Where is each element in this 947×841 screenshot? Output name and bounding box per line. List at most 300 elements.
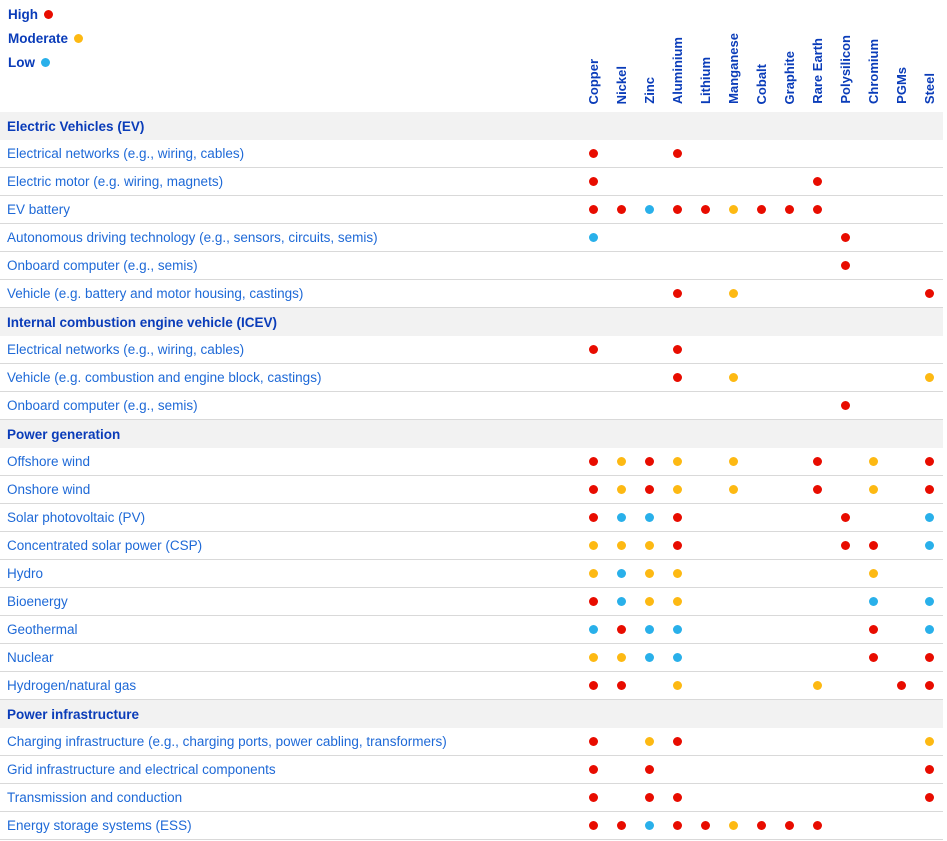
matrix-cell-steel bbox=[915, 728, 943, 755]
matrix-cell-aluminium bbox=[663, 280, 691, 307]
matrix-cell-copper bbox=[579, 756, 607, 783]
table-row-transmission-and-conduction bbox=[0, 784, 943, 812]
moderate-intensity-dot bbox=[729, 457, 738, 466]
matrix-cell-copper bbox=[579, 392, 607, 419]
matrix-cell-chromium bbox=[859, 812, 887, 839]
matrix-cell-cobalt bbox=[747, 504, 775, 531]
matrix-cell-nickel bbox=[607, 280, 635, 307]
high-intensity-dot bbox=[925, 765, 934, 774]
table-row-vehicle-e-g-battery-and-motor-housing-castings bbox=[0, 280, 943, 308]
low-intensity-dot bbox=[673, 625, 682, 634]
moderate-intensity-dot bbox=[925, 737, 934, 746]
matrix-cell-polysilicon bbox=[831, 196, 859, 223]
matrix-cell-graphite bbox=[775, 280, 803, 307]
matrix-cell-nickel bbox=[607, 364, 635, 391]
matrix-cell-zinc bbox=[635, 252, 663, 279]
high-intensity-dot bbox=[673, 541, 682, 550]
moderate-intensity-dot bbox=[925, 373, 934, 382]
moderate-intensity-dot bbox=[673, 457, 682, 466]
matrix-cell-nickel bbox=[607, 588, 635, 615]
matrix-cell-manganese bbox=[719, 392, 747, 419]
column-header-label: Chromium bbox=[865, 39, 881, 104]
high-intensity-dot bbox=[589, 149, 598, 158]
legend-label-moderate: Moderate bbox=[8, 30, 69, 46]
row-label: Offshore wind bbox=[7, 454, 91, 469]
matrix-cell-pgms bbox=[887, 252, 915, 279]
matrix-cell-cobalt bbox=[747, 392, 775, 419]
high-intensity-dot bbox=[813, 457, 822, 466]
high-intensity-dot bbox=[841, 261, 850, 270]
high-intensity-dot bbox=[673, 793, 682, 802]
high-intensity-dot bbox=[925, 485, 934, 494]
moderate-intensity-dot bbox=[729, 205, 738, 214]
matrix-cell-lithium bbox=[691, 644, 719, 671]
matrix-cell-zinc bbox=[635, 504, 663, 531]
matrix-cell-polysilicon bbox=[831, 504, 859, 531]
matrix-cell-aluminium bbox=[663, 560, 691, 587]
matrix-cell-chromium bbox=[859, 784, 887, 811]
moderate-intensity-dot bbox=[645, 737, 654, 746]
high-intensity-dot bbox=[813, 821, 822, 830]
matrix-cell-copper bbox=[579, 252, 607, 279]
matrix-cell-polysilicon bbox=[831, 364, 859, 391]
high-intensity-dot bbox=[869, 625, 878, 634]
matrix-cell-manganese bbox=[719, 812, 747, 839]
high-intensity-dot bbox=[673, 821, 682, 830]
column-header-label: Cobalt bbox=[753, 63, 769, 104]
matrix-cell-steel bbox=[915, 336, 943, 363]
matrix-cell-cobalt bbox=[747, 224, 775, 251]
table-row-onboard-computer-e-g-semis bbox=[0, 392, 943, 420]
high-intensity-dot bbox=[897, 681, 906, 690]
matrix-cell-pgms bbox=[887, 672, 915, 699]
matrix-cell-polysilicon bbox=[831, 756, 859, 783]
matrix-cell-aluminium bbox=[663, 196, 691, 223]
column-header-chromium bbox=[859, 0, 887, 112]
matrix-cell-rare-earth bbox=[803, 392, 831, 419]
table-row-grid-infrastructure-and-electrical-components bbox=[0, 756, 943, 784]
matrix-cell-polysilicon bbox=[831, 476, 859, 503]
matrix-cell-copper bbox=[579, 616, 607, 643]
matrix-cell-cobalt bbox=[747, 672, 775, 699]
matrix-cell-graphite bbox=[775, 140, 803, 167]
table-row-electrical-networks-e-g-wiring-cables bbox=[0, 140, 943, 168]
column-header-graphite bbox=[775, 0, 803, 112]
matrix-cell-rare-earth bbox=[803, 756, 831, 783]
matrix-cell-pgms bbox=[887, 448, 915, 475]
low-intensity-dot bbox=[617, 569, 626, 578]
matrix-cell-nickel bbox=[607, 560, 635, 587]
matrix-cell-rare-earth bbox=[803, 588, 831, 615]
matrix-cell-lithium bbox=[691, 784, 719, 811]
section-title: Internal combustion engine vehicle (ICEV) bbox=[7, 314, 278, 330]
matrix-cell-cobalt bbox=[747, 336, 775, 363]
matrix-cell-copper bbox=[579, 364, 607, 391]
moderate-intensity-dot bbox=[589, 653, 598, 662]
high-intensity-dot bbox=[841, 233, 850, 242]
matrix-cell-steel bbox=[915, 448, 943, 475]
matrix-cell-nickel bbox=[607, 448, 635, 475]
high-intensity-dot bbox=[925, 289, 934, 298]
matrix-cell-chromium bbox=[859, 392, 887, 419]
table-row-nuclear bbox=[0, 644, 943, 672]
section-header-power-infrastructure bbox=[0, 700, 943, 728]
matrix-cell-steel bbox=[915, 224, 943, 251]
moderate-intensity-dot bbox=[673, 681, 682, 690]
matrix-cell-manganese bbox=[719, 644, 747, 671]
column-header-polysilicon bbox=[831, 0, 859, 112]
matrix-cell-aluminium bbox=[663, 336, 691, 363]
high-intensity-dot bbox=[617, 821, 626, 830]
legend-item-moderate bbox=[8, 26, 83, 50]
column-header-label: Polysilicon bbox=[837, 35, 853, 104]
matrix-cell-graphite bbox=[775, 728, 803, 755]
high-intensity-dot bbox=[589, 485, 598, 494]
low-intensity-dot bbox=[617, 513, 626, 522]
matrix-cell-polysilicon bbox=[831, 280, 859, 307]
matrix-cell-aluminium bbox=[663, 168, 691, 195]
column-header-rare-earth bbox=[803, 0, 831, 112]
matrix-cell-steel bbox=[915, 784, 943, 811]
legend-item-low bbox=[8, 50, 83, 74]
high-intensity-dot bbox=[589, 177, 598, 186]
matrix-cell-nickel bbox=[607, 644, 635, 671]
matrix-cell-zinc bbox=[635, 784, 663, 811]
matrix-cell-manganese bbox=[719, 448, 747, 475]
legend-item-high bbox=[8, 2, 83, 26]
column-header-copper bbox=[579, 0, 607, 112]
matrix-cell-cobalt bbox=[747, 756, 775, 783]
matrix-cell-pgms bbox=[887, 168, 915, 195]
matrix-cell-rare-earth bbox=[803, 672, 831, 699]
matrix-cell-polysilicon bbox=[831, 224, 859, 251]
matrix-cell-graphite bbox=[775, 476, 803, 503]
column-header-pgms bbox=[887, 0, 915, 112]
row-label: Geothermal bbox=[7, 622, 78, 637]
high-intensity-dot bbox=[673, 345, 682, 354]
matrix-cell-rare-earth bbox=[803, 364, 831, 391]
high-intensity-dot bbox=[869, 541, 878, 550]
matrix-cell-manganese bbox=[719, 224, 747, 251]
matrix-cell-rare-earth bbox=[803, 336, 831, 363]
high-intensity-dot bbox=[673, 513, 682, 522]
matrix-cell-lithium bbox=[691, 672, 719, 699]
matrix-cell-steel bbox=[915, 252, 943, 279]
matrix-cell-graphite bbox=[775, 504, 803, 531]
high-intensity-dot bbox=[673, 205, 682, 214]
row-label: Nuclear bbox=[7, 650, 54, 665]
high-intensity-dot bbox=[589, 765, 598, 774]
matrix-cell-zinc bbox=[635, 448, 663, 475]
matrix-cell-zinc bbox=[635, 336, 663, 363]
matrix-cell-manganese bbox=[719, 504, 747, 531]
moderate-intensity-dot bbox=[617, 653, 626, 662]
section-header-electric-vehicles-ev bbox=[0, 112, 943, 140]
moderate-intensity-dot bbox=[617, 457, 626, 466]
matrix-cell-cobalt bbox=[747, 644, 775, 671]
matrix-cell-cobalt bbox=[747, 812, 775, 839]
table-row-bioenergy bbox=[0, 588, 943, 616]
low-intensity-dot bbox=[925, 597, 934, 606]
high-intensity-dot bbox=[617, 681, 626, 690]
high-intensity-dot bbox=[841, 513, 850, 522]
row-label: Autonomous driving technology (e.g., sensors, circuits, semis) bbox=[7, 230, 378, 245]
matrix-cell-copper bbox=[579, 196, 607, 223]
matrix-cell-chromium bbox=[859, 756, 887, 783]
low-intensity-dot bbox=[645, 513, 654, 522]
moderate-intensity-dot bbox=[729, 821, 738, 830]
low-intensity-dot bbox=[645, 625, 654, 634]
high-intensity-dot bbox=[645, 457, 654, 466]
matrix-cell-chromium bbox=[859, 616, 887, 643]
matrix-cell-lithium bbox=[691, 168, 719, 195]
matrix-cell-aluminium bbox=[663, 756, 691, 783]
matrix-cell-manganese bbox=[719, 476, 747, 503]
matrix-cell-chromium bbox=[859, 336, 887, 363]
matrix-cell-cobalt bbox=[747, 252, 775, 279]
moderate-intensity-dot bbox=[617, 541, 626, 550]
moderate-intensity-dot bbox=[729, 289, 738, 298]
legend-label-low: Low bbox=[8, 54, 35, 70]
matrix-cell-nickel bbox=[607, 336, 635, 363]
row-label: Transmission and conduction bbox=[7, 790, 183, 805]
matrix-cell-copper bbox=[579, 672, 607, 699]
row-label: Bioenergy bbox=[7, 594, 68, 609]
row-label: Vehicle (e.g. battery and motor housing, castings) bbox=[7, 286, 304, 301]
high-intensity-dot bbox=[701, 821, 710, 830]
matrix-cell-graphite bbox=[775, 532, 803, 559]
column-header-aluminium bbox=[663, 0, 691, 112]
moderate-intensity-dot bbox=[673, 569, 682, 578]
matrix-cell-graphite bbox=[775, 448, 803, 475]
matrix-cell-zinc bbox=[635, 392, 663, 419]
moderate-intensity-dot bbox=[617, 485, 626, 494]
row-label: Electrical networks (e.g., wiring, cables) bbox=[7, 342, 245, 357]
matrix-cell-rare-earth bbox=[803, 168, 831, 195]
matrix-cell-rare-earth bbox=[803, 504, 831, 531]
matrix-cell-steel bbox=[915, 756, 943, 783]
matrix-cell-copper bbox=[579, 588, 607, 615]
column-header-manganese bbox=[719, 0, 747, 112]
matrix-cell-lithium bbox=[691, 280, 719, 307]
matrix-cell-aluminium bbox=[663, 252, 691, 279]
low-intensity-dot bbox=[645, 205, 654, 214]
high-intensity-dot bbox=[589, 821, 598, 830]
table-row-geothermal bbox=[0, 616, 943, 644]
matrix-cell-graphite bbox=[775, 784, 803, 811]
low-intensity-dot bbox=[589, 233, 598, 242]
matrix-cell-zinc bbox=[635, 364, 663, 391]
high-intensity-dot bbox=[673, 149, 682, 158]
matrix-cell-cobalt bbox=[747, 560, 775, 587]
matrix-cell-pgms bbox=[887, 476, 915, 503]
matrix-cell-manganese bbox=[719, 364, 747, 391]
row-label: Vehicle (e.g. combustion and engine block, castings) bbox=[7, 370, 322, 385]
high-intensity-dot bbox=[813, 205, 822, 214]
matrix-cell-rare-earth bbox=[803, 728, 831, 755]
moderate-intensity-dot bbox=[673, 597, 682, 606]
matrix-cell-graphite bbox=[775, 756, 803, 783]
matrix-cell-aluminium bbox=[663, 644, 691, 671]
matrix-cell-copper bbox=[579, 140, 607, 167]
table-row-electric-motor-e-g-wiring-magnets bbox=[0, 168, 943, 196]
matrix-cell-graphite bbox=[775, 252, 803, 279]
matrix-cell-cobalt bbox=[747, 280, 775, 307]
high-intensity-dot bbox=[925, 681, 934, 690]
matrix-cell-polysilicon bbox=[831, 644, 859, 671]
column-header-steel bbox=[915, 0, 943, 112]
matrix-cell-chromium bbox=[859, 224, 887, 251]
column-header-lithium bbox=[691, 0, 719, 112]
matrix-cell-lithium bbox=[691, 616, 719, 643]
matrix-cell-lithium bbox=[691, 532, 719, 559]
column-header-label: Nickel bbox=[613, 65, 629, 104]
high-intensity-dot bbox=[645, 485, 654, 494]
row-label: Grid infrastructure and electrical components bbox=[7, 762, 276, 777]
matrix-cell-zinc bbox=[635, 168, 663, 195]
matrix-cell-steel bbox=[915, 532, 943, 559]
column-header-cobalt bbox=[747, 0, 775, 112]
table-row-vehicle-e-g-combustion-and-engine-block-castings bbox=[0, 364, 943, 392]
high-intensity-dot bbox=[925, 793, 934, 802]
table-row-autonomous-driving-technology-e-g-sensors-circuits-semis bbox=[0, 224, 943, 252]
matrix-cell-nickel bbox=[607, 168, 635, 195]
moderate-intensity-dot bbox=[869, 457, 878, 466]
row-label: Hydrogen/natural gas bbox=[7, 678, 137, 693]
column-header-label: Manganese bbox=[725, 33, 741, 104]
matrix-cell-graphite bbox=[775, 560, 803, 587]
high-intensity-dot bbox=[841, 541, 850, 550]
matrix-cell-cobalt bbox=[747, 140, 775, 167]
matrix-cell-lithium bbox=[691, 504, 719, 531]
matrix-cell-copper bbox=[579, 560, 607, 587]
row-label: Hydro bbox=[7, 566, 44, 581]
column-header-nickel bbox=[607, 0, 635, 112]
matrix-cell-manganese bbox=[719, 784, 747, 811]
matrix-cell-chromium bbox=[859, 728, 887, 755]
matrix-cell-chromium bbox=[859, 168, 887, 195]
moderate-intensity-dot bbox=[673, 485, 682, 494]
matrix-cell-lithium bbox=[691, 336, 719, 363]
high-intensity-dot bbox=[757, 205, 766, 214]
table-row-hydrogen-natural-gas bbox=[0, 672, 943, 700]
matrix-cell-steel bbox=[915, 616, 943, 643]
matrix-cell-copper bbox=[579, 168, 607, 195]
matrix-cell-zinc bbox=[635, 644, 663, 671]
matrix-cell-lithium bbox=[691, 196, 719, 223]
low-intensity-dot bbox=[645, 821, 654, 830]
matrix-cell-zinc bbox=[635, 560, 663, 587]
high-intensity-dot bbox=[589, 737, 598, 746]
moderate-intensity-dot bbox=[869, 485, 878, 494]
row-label: Solar photovoltaic (PV) bbox=[7, 510, 146, 525]
row-label: Energy storage systems (ESS) bbox=[7, 818, 192, 833]
low-intensity-dot bbox=[589, 625, 598, 634]
matrix-cell-rare-earth bbox=[803, 532, 831, 559]
matrix-cell-lithium bbox=[691, 812, 719, 839]
high-intensity-dot bbox=[813, 177, 822, 186]
row-label: Electric motor (e.g. wiring, magnets) bbox=[7, 174, 224, 189]
matrix-cell-copper bbox=[579, 532, 607, 559]
matrix-cell-pgms bbox=[887, 140, 915, 167]
section-title: Power generation bbox=[7, 426, 121, 442]
matrix-cell-chromium bbox=[859, 196, 887, 223]
high-intensity-dot bbox=[589, 681, 598, 690]
matrix-cell-manganese bbox=[719, 756, 747, 783]
matrix-cell-aluminium bbox=[663, 588, 691, 615]
moderate-dot-icon bbox=[74, 34, 83, 43]
matrix-cell-graphite bbox=[775, 392, 803, 419]
row-label: Charging infrastructure (e.g., charging ports, power cabling, transformers) bbox=[7, 734, 447, 749]
matrix-cell-graphite bbox=[775, 364, 803, 391]
row-label: EV battery bbox=[7, 202, 71, 217]
matrix-cell-rare-earth bbox=[803, 196, 831, 223]
matrix-cell-rare-earth bbox=[803, 224, 831, 251]
matrix-cell-cobalt bbox=[747, 784, 775, 811]
matrix-cell-chromium bbox=[859, 672, 887, 699]
matrix-cell-manganese bbox=[719, 168, 747, 195]
moderate-intensity-dot bbox=[645, 541, 654, 550]
matrix-cell-rare-earth bbox=[803, 448, 831, 475]
matrix-cell-pgms bbox=[887, 784, 915, 811]
high-intensity-dot bbox=[645, 765, 654, 774]
matrix-cell-lithium bbox=[691, 224, 719, 251]
matrix-cell-zinc bbox=[635, 280, 663, 307]
row-label: Electrical networks (e.g., wiring, cables) bbox=[7, 146, 245, 161]
column-header-row bbox=[0, 0, 943, 112]
matrix-cell-rare-earth bbox=[803, 560, 831, 587]
matrix-cell-copper bbox=[579, 784, 607, 811]
matrix-cell-zinc bbox=[635, 140, 663, 167]
column-header-label: Rare Earth bbox=[809, 38, 825, 104]
matrix-cell-aluminium bbox=[663, 672, 691, 699]
matrix-cell-steel bbox=[915, 588, 943, 615]
high-intensity-dot bbox=[925, 457, 934, 466]
matrix-cell-aluminium bbox=[663, 784, 691, 811]
matrix-cell-lithium bbox=[691, 588, 719, 615]
high-intensity-dot bbox=[673, 737, 682, 746]
matrix-cell-rare-earth bbox=[803, 616, 831, 643]
matrix-cell-pgms bbox=[887, 504, 915, 531]
matrix-cell-nickel bbox=[607, 784, 635, 811]
matrix-cell-polysilicon bbox=[831, 728, 859, 755]
matrix-cell-chromium bbox=[859, 252, 887, 279]
matrix-cell-rare-earth bbox=[803, 280, 831, 307]
low-intensity-dot bbox=[617, 597, 626, 606]
column-header-label: Steel bbox=[921, 72, 937, 104]
matrix-cell-zinc bbox=[635, 812, 663, 839]
matrix-cell-graphite bbox=[775, 196, 803, 223]
matrix-cell-polysilicon bbox=[831, 252, 859, 279]
matrix-cell-nickel bbox=[607, 476, 635, 503]
matrix-cell-chromium bbox=[859, 280, 887, 307]
matrix-cell-copper bbox=[579, 644, 607, 671]
matrix-cell-polysilicon bbox=[831, 616, 859, 643]
matrix-cell-cobalt bbox=[747, 616, 775, 643]
high-intensity-dot bbox=[785, 821, 794, 830]
column-header-zinc bbox=[635, 0, 663, 112]
high-dot-icon bbox=[44, 10, 53, 19]
high-intensity-dot bbox=[617, 625, 626, 634]
high-intensity-dot bbox=[757, 821, 766, 830]
matrix-cell-pgms bbox=[887, 364, 915, 391]
matrix-cell-aluminium bbox=[663, 448, 691, 475]
high-intensity-dot bbox=[701, 205, 710, 214]
matrix-cell-lithium bbox=[691, 560, 719, 587]
matrix-cell-chromium bbox=[859, 364, 887, 391]
row-label: Concentrated solar power (CSP) bbox=[7, 538, 203, 553]
high-intensity-dot bbox=[785, 205, 794, 214]
